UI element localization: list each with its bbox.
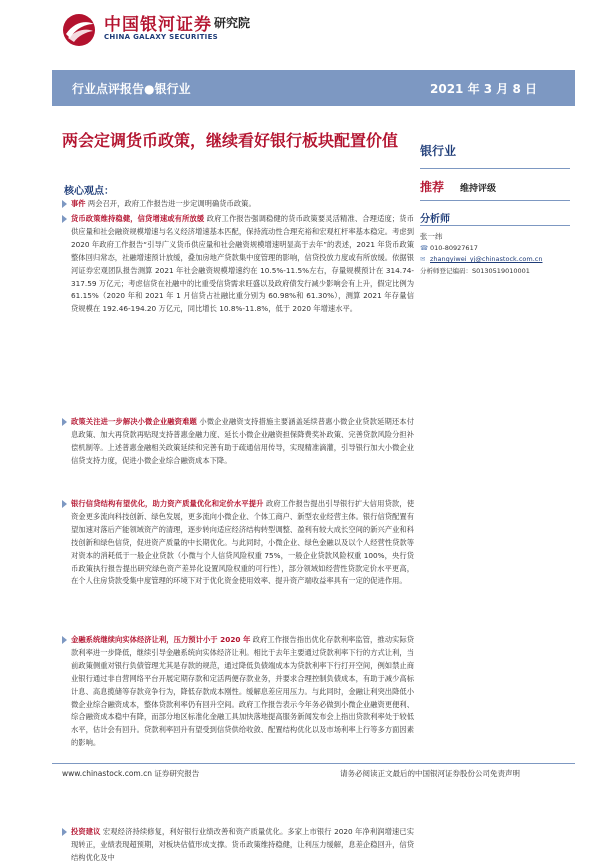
bullet-icon <box>62 200 67 208</box>
paragraph-text: 宏观经济持续修复，利好银行业绩改善和资产质量优化。多家上市银行 2020 年净利润增速已实现转正，业绩表现超预期，对板块估值形成支撑。货币政策维持稳健，让利压力缓解，息差企稳回升，信贷结构优化及中 <box>71 827 415 862</box>
bullet-icon <box>62 636 67 644</box>
analyst-license <box>420 266 530 275</box>
rating-note: 维持评级 <box>460 184 497 194</box>
paragraph-lead: 银行信贷结构有望优化，助力资产质量优化和定价水平提升 <box>71 499 264 508</box>
paragraph-text: 小微企业融资支持措施主要涵盖延续普惠小微企业贷款延期还本付息政策、加大再贷款再贴现支持普惠金融力度、延长小微企业融资担保降费奖补政策、完善贷款风险分担补偿机制等。上述普惠金融相关政策延续和完善有助于疏通信用传导，实现精准滴灌，引导银行加大小微企业信贷支持力度，促进小微企业综合融资成本下降。 <box>71 417 414 465</box>
report-header <box>0 0 600 66</box>
brand-name-en: CHINA GALAXY SECURITIES <box>104 33 218 41</box>
license-code: S0130519010001 <box>472 267 530 275</box>
page-title: 两会定调货币政策，继续看好银行板块配置价值 <box>62 131 399 150</box>
paragraph-event <box>62 198 414 211</box>
report-date: 2021 年 3 月 8 日 <box>430 82 537 96</box>
divider <box>420 225 570 226</box>
paragraph-lead: 政策关注进一步解决小微企业融资难题 <box>71 417 197 426</box>
bullet-icon <box>62 418 67 426</box>
brand-department: 研究院 <box>214 16 251 30</box>
paragraph-text: 两会召开，政府工作报告进一步定调明确货币政策。 <box>85 199 256 208</box>
galaxy-logo-icon <box>60 12 98 48</box>
paragraph-small-business <box>62 416 414 468</box>
paragraph-lead: 金融系统继续向实体经济让利，压力预计小于 2020 年 <box>71 635 251 644</box>
paragraph-credit-structure <box>62 498 414 588</box>
analyst-label: 分析师 <box>420 214 450 225</box>
rating-badge: 推荐 <box>420 180 445 194</box>
bullet-icon <box>62 828 67 836</box>
email-icon: ✉ <box>420 255 426 263</box>
report-type: 行业点评报告●银行业 <box>72 82 191 96</box>
analyst-name: 张一纬 <box>420 232 443 241</box>
paragraph-profit-concession <box>62 634 414 750</box>
paragraph-text: 政府工作报告指出优化存款利率监管，推动实际贷款利率进一步降低，继续引导金融系统向实体经济让利。相比于去年主要通过贷款利率下行的方式让利，当前政策侧重对银行负债管理尤其是存款的规范，通过降低负债端成本为贷款利率下行打开空间，例如禁止商业银行通过非自营网络平台开展定期存款和定活两便存款业务，并要求合理控制负债成本，有助于减少高标计息、高息揽储等存款竞争行为，降低存款成本刚性。缓解息差应用压力。与此同时，金融让利突出降低小微企业综合融资成本，整体贷款利率仍有回升空间。政府工作报告表示今年务必做到小微企业融资更便利、综合融资成本稳中有降，而部分地区标准化金融工具加快落地提高服务新闻发布会上指出贷款利率处于较低水平，估计会有回升。贷款利率回升有望受到信贷供给收敛、配置结构优化以及市场利率上行等多方面因素的影响。 <box>71 635 414 748</box>
core-views-label: 核心观点： <box>64 186 114 197</box>
footer-website[interactable]: www.chinastock.com.cn 证券研究报告 <box>62 769 200 778</box>
analyst-phone <box>420 244 478 252</box>
footer-divider <box>52 763 575 764</box>
divider <box>420 168 570 169</box>
license-label: 分析师登记编码： <box>420 267 472 275</box>
brand-name-cn: 中国银河证券 <box>104 15 212 35</box>
bullet-icon <box>62 500 67 508</box>
divider <box>420 200 570 201</box>
paragraph-text: 政府工作报告提出引导银行扩大信用贷款，使资金更多流向科技创新、绿色发展，更多流向小微企业、个体工商户、新型农业经营主体。银行信贷配置有望加速对落后产能领域资产的清理，逐步转向适应经济结构转型调整、盈利有较大成长空间的新兴产业和科技创新和绿色信贷，促进资产质量的中长期优化。与此同时，小微企业、绿色金融以及以个人经营性贷款等对资本的消耗低于一般企业贷款（小微与个人信贷风险权重 75%，一般企业贷款风险权重 100%，央行货币政策执行报告提出研究绿色资产差异化设置风险权重的可行性），部分领域如经营性贷款定价水平更高，在个人住房贷款受集中度管理的环境下对于优化资金使用效率、提升资产端收益率具有一定的促进作用。 <box>71 499 414 586</box>
paragraph-monetary-policy <box>62 213 414 316</box>
phone-icon: ☎ <box>420 244 429 252</box>
paragraph-lead: 货币政策维持稳健，信贷增速或有所放缓 <box>71 214 205 223</box>
paragraph-text: 政府工作报告强调稳健的货币政策要灵活精准、合理适度；货币供应量和社会融资规模增速与名义经济增速基本匹配，保持流动性合理充裕和宏观杠杆率基本稳定。考虑到 2020 年政府工作报告“引导广义货币供应量和社会融资规模增速明显高于去年”的表述，2021 年货币政策整体回归常态，社融增速预计放缓，叠加房地产贷款集中度管理的影响，信贷投放力度或有所放缓。依据银河证券宏观团队报告测算 2021 年社会融资规模增速约在 10.5%-11.5%左右，存量规模预计在 314.74-317.59 万亿元；考虑信贷在社融中的比重受信贷需求旺盛以及政府债发行减少影响会有上升，假定比例为 61.15%（2020 年和 2021 年 1 月信贷占社融比重分别为 60.98%和 61.30%），测算 2021 年存量信贷规模在 192.46-194.20 万亿元，同比增长 10.8%-11.8%，低于 2020 年增速水平。 <box>71 214 414 314</box>
report-banner <box>52 70 575 106</box>
footer-disclaimer: 请务必阅读正文最后的中国银河证券股份公司免责声明 <box>340 769 520 778</box>
phone-number: 010-80927617 <box>430 244 478 252</box>
analyst-email[interactable] <box>420 255 543 263</box>
paragraph-lead: 投资建议 <box>71 827 101 836</box>
paragraph-investment-advice <box>62 826 414 865</box>
bullet-icon <box>62 215 67 223</box>
email-link[interactable]: zhangyiwei_yj@chinastock.com.cn <box>430 255 543 263</box>
paragraph-lead: 事件 <box>71 199 86 208</box>
sector-name: 银行业 <box>420 144 457 158</box>
